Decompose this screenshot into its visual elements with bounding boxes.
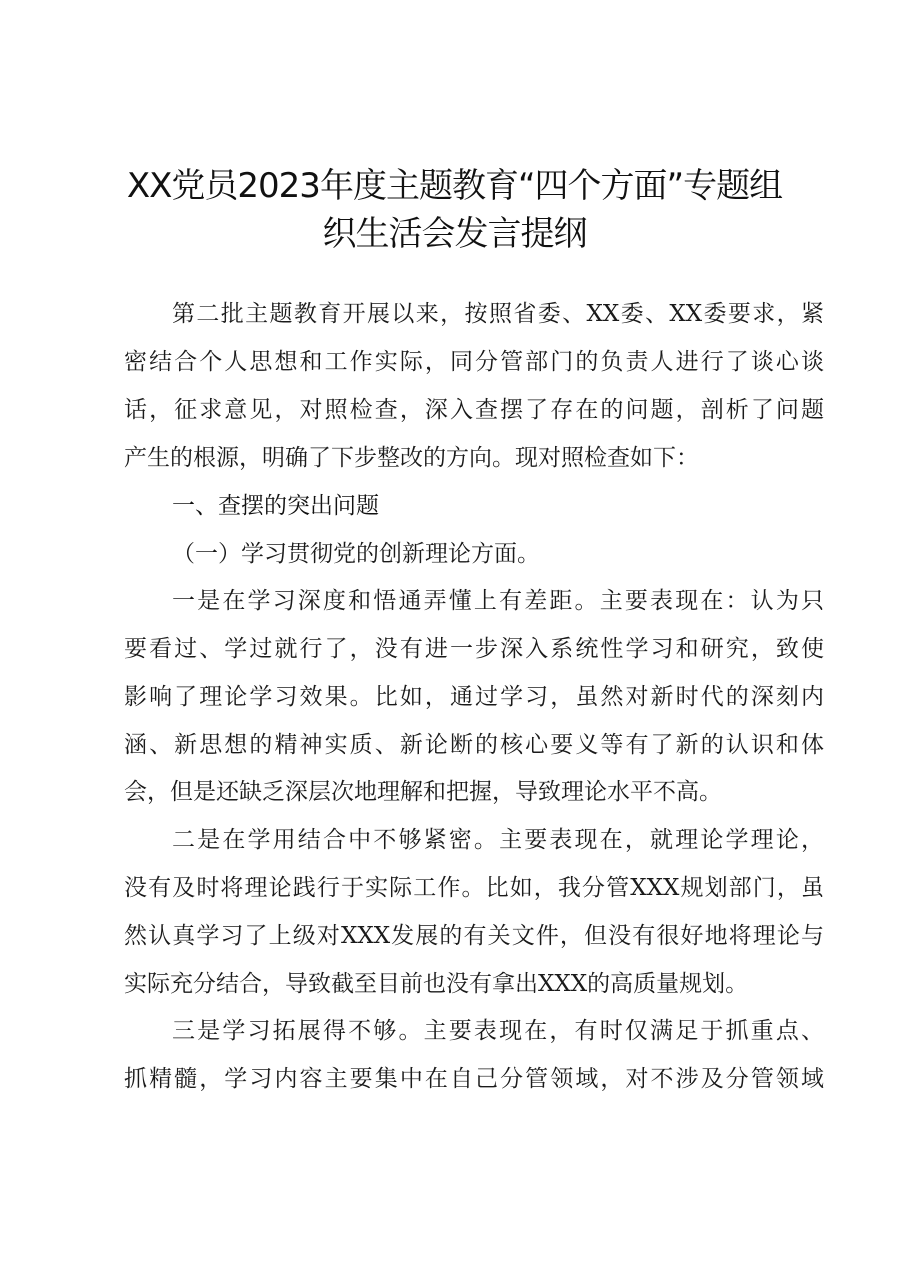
point2-line-2: 没有及时将理论践行于实际工作。比如，我分管XXX规划部门，虽 [124,875,824,901]
intro-line-2: 密结合个人思想和工作实际，同分管部门的负责人进行了谈心谈 [124,349,824,375]
point3-line-2: 抓精髓，学习内容主要集中在自己分管领域，对不涉及分管领域 [124,1066,824,1092]
document-title-line-2: 织生活会发言提纲 [322,214,587,254]
point2-line-3: 然认真学习了上级对XXX发展的有关文件，但没有很好地将理论与 [124,923,824,949]
section-heading: 一、查摆的突出问题 [172,493,379,519]
intro-line-3: 话，征求意见，对照检查，深入查摆了存在的问题，剖析了问题 [124,397,824,423]
point1-line-1: 一是在学习深度和悟通弄懂上有差距。主要表现在：认为只 [172,588,824,614]
point2-line-1: 二是在学用结合中不够紧密。主要表现在，就理论学理论， [172,827,824,853]
point2-line-4: 实际充分结合，导致截至目前也没有拿出XXX的高质量规划。 [124,971,749,997]
point1-line-2: 要看过、学过就行了，没有进一步深入系统性学习和研究，致使 [124,636,824,662]
point1-line-4: 涵、新思想的精神实质、新论断的核心要义等有了新的认识和体 [124,732,824,758]
point1-line-3: 影响了理论学习效果。比如，通过学习，虽然对新时代的深刻内 [124,684,824,710]
point1-line-5: 会，但是还缺乏深层次地理解和把握，导致理论水平不高。 [124,779,722,805]
intro-line-1: 第二批主题教育开展以来，按照省委、XX委、XX委要求，紧 [172,301,824,327]
point3-line-1: 三是学习拓展得不够。主要表现在，有时仅满足于抓重点、 [172,1018,824,1044]
subsection-heading: （一）学习贯彻党的创新理论方面。 [172,541,540,567]
document-title-line-1: XX党员2023年度主题教育“四个方面”专题组 [126,166,783,206]
intro-line-4: 产生的根源，明确了下步整改的方向。现对照检查如下： [124,445,699,471]
